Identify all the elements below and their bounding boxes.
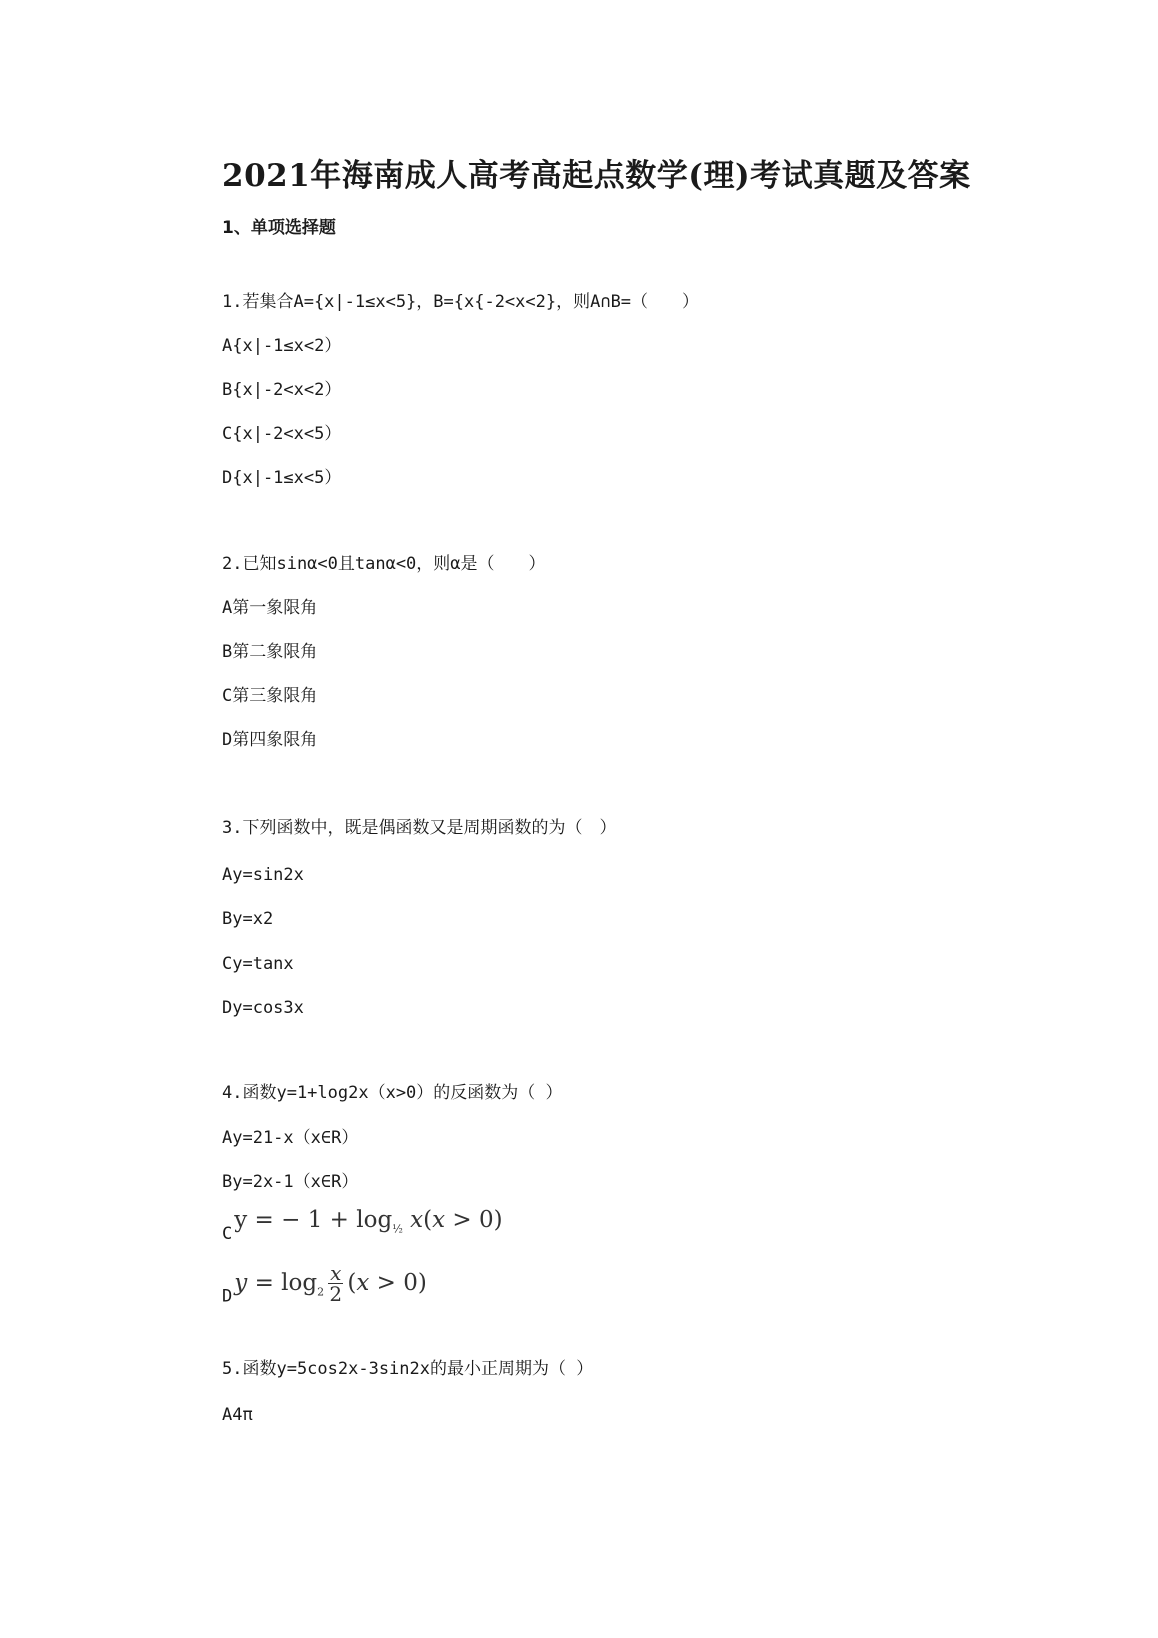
- question-1-option-c: C{x|-2<x<5）: [222, 424, 342, 444]
- question-1-option-d: D{x|-1≤x<5）: [222, 468, 342, 488]
- option-c-letter: C: [222, 1224, 233, 1244]
- question-3-option-a: Ay=sin2x: [222, 865, 304, 885]
- fraction-x-over-2: $\frac{x}{2}$: [329, 1261, 343, 1306]
- option-d-letter: D: [222, 1286, 233, 1307]
- option-c-formula: y = − $1 + \log_{\frac{1}{2}} x(x > 0)$: [234, 1207, 503, 1236]
- section-heading: 1、单项选择题: [222, 218, 336, 238]
- question-4-option-d: [222, 1261, 427, 1316]
- question-3-option-b: By=x2: [222, 909, 274, 929]
- question-4-stem: 4.函数y=1+log2x（x>0）的反函数为（ ）: [222, 1083, 563, 1103]
- question-5-option-a: A4π: [222, 1405, 253, 1425]
- question-5-stem: 5.函数y=5cos2x-3sin2x的最小正周期为（ ）: [222, 1359, 594, 1379]
- question-2-option-a: A第一象限角: [222, 598, 318, 618]
- question-4-option-c: [222, 1207, 503, 1252]
- question-2-stem: 2.已知sinα<0且tanα<0，则α是（ ）: [222, 554, 546, 574]
- question-1-option-b: B{x|-2<x<2）: [222, 380, 342, 400]
- question-2-option-c: C第三象限角: [222, 686, 318, 706]
- question-3-option-c: Cy=tanx: [222, 954, 294, 974]
- page-title: 2021年海南成人高考高起点数学(理)考试真题及答案: [222, 158, 971, 194]
- question-2-option-b: B第二象限角: [222, 642, 318, 662]
- question-3-option-d: Dy=cos3x: [222, 998, 304, 1018]
- question-3-stem: 3.下列函数中，既是偶函数又是周期函数的为（ ）: [222, 818, 617, 838]
- question-4-option-a: Ay=21-x（x∈R）: [222, 1128, 359, 1148]
- option-d-formula: $y = \log_2$ $\frac{x}{2}$ (x > 0): [234, 1261, 427, 1306]
- question-2-option-d: D第四象限角: [222, 730, 318, 750]
- question-1-stem: 1.若集合A={x|-1≤x<5}，B={x{-2<x<2}，则A∩B=（ ）: [222, 292, 700, 312]
- question-4-option-b: By=2x-1（x∈R）: [222, 1172, 359, 1192]
- question-1-option-a: A{x|-1≤x<2）: [222, 336, 342, 356]
